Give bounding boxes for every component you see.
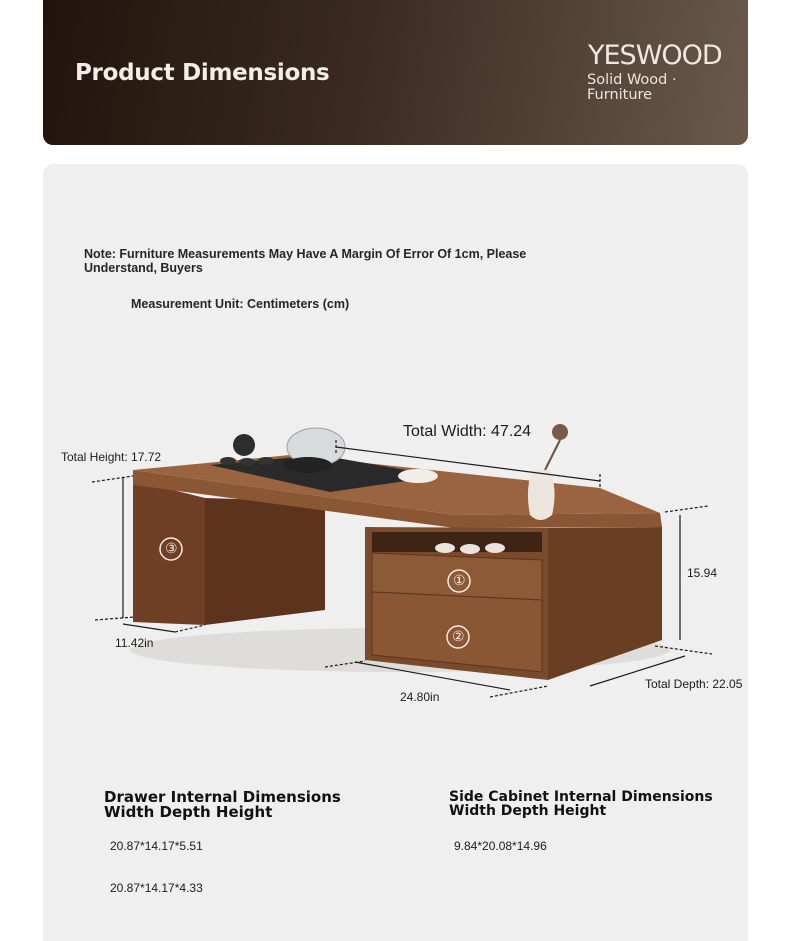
tea-pot-dark [233, 434, 255, 456]
total-width-label: Total Width: 47.24 [403, 423, 532, 440]
marker-1: ① [453, 572, 466, 588]
total-depth-label: Total Depth: 22.05 [645, 677, 743, 691]
base-width-label: 24.80in [400, 690, 440, 704]
shelf-cup [485, 543, 505, 553]
cabinet-height-label: 15.94 [687, 566, 718, 580]
cup [258, 457, 274, 465]
total-height-label: Total Height: 17.72 [61, 450, 162, 464]
side-depth-label: 11.42in [115, 636, 154, 650]
marker-3: ③ [165, 540, 178, 556]
brand-tagline: Solid Wood · Furniture [587, 72, 677, 103]
cabinet-open-shelf [372, 532, 542, 552]
flower-stem [545, 440, 560, 470]
cup [239, 458, 255, 466]
bowl [398, 469, 438, 483]
side-cabinet-title: Side Cabinet Internal Dimensions [449, 789, 713, 805]
shelf-cup [460, 544, 480, 554]
marker-2: ② [452, 628, 465, 644]
kettle-base [284, 457, 332, 473]
side-depth-line [123, 624, 175, 632]
dried-flower [552, 424, 568, 440]
side-cabinet-value: 9.84*20.08*14.96 [454, 839, 547, 853]
drawer-title: Drawer Internal Dimensions [104, 788, 341, 806]
side-cabinet-subtitle: Width Depth Height [449, 803, 607, 819]
drawer-value-1: 20.87*14.17*5.51 [110, 839, 203, 853]
page-title: Product Dimensions [75, 60, 330, 86]
margin-note: Note: Furniture Measurements May Have A Margin Of Error Of 1cm, Please Understand, Buyers [84, 247, 527, 275]
left-panel-side [205, 498, 325, 625]
shelf-cup [435, 543, 455, 553]
drawer-subtitle: Width Depth Height [104, 803, 273, 821]
measurement-unit: Measurement Unit: Centimeters (cm) [131, 297, 350, 311]
drawer-value-2: 20.87*14.17*4.33 [110, 881, 203, 895]
vase [528, 470, 555, 520]
cup [220, 457, 236, 465]
brand-logo: YESWOOD [588, 40, 722, 71]
